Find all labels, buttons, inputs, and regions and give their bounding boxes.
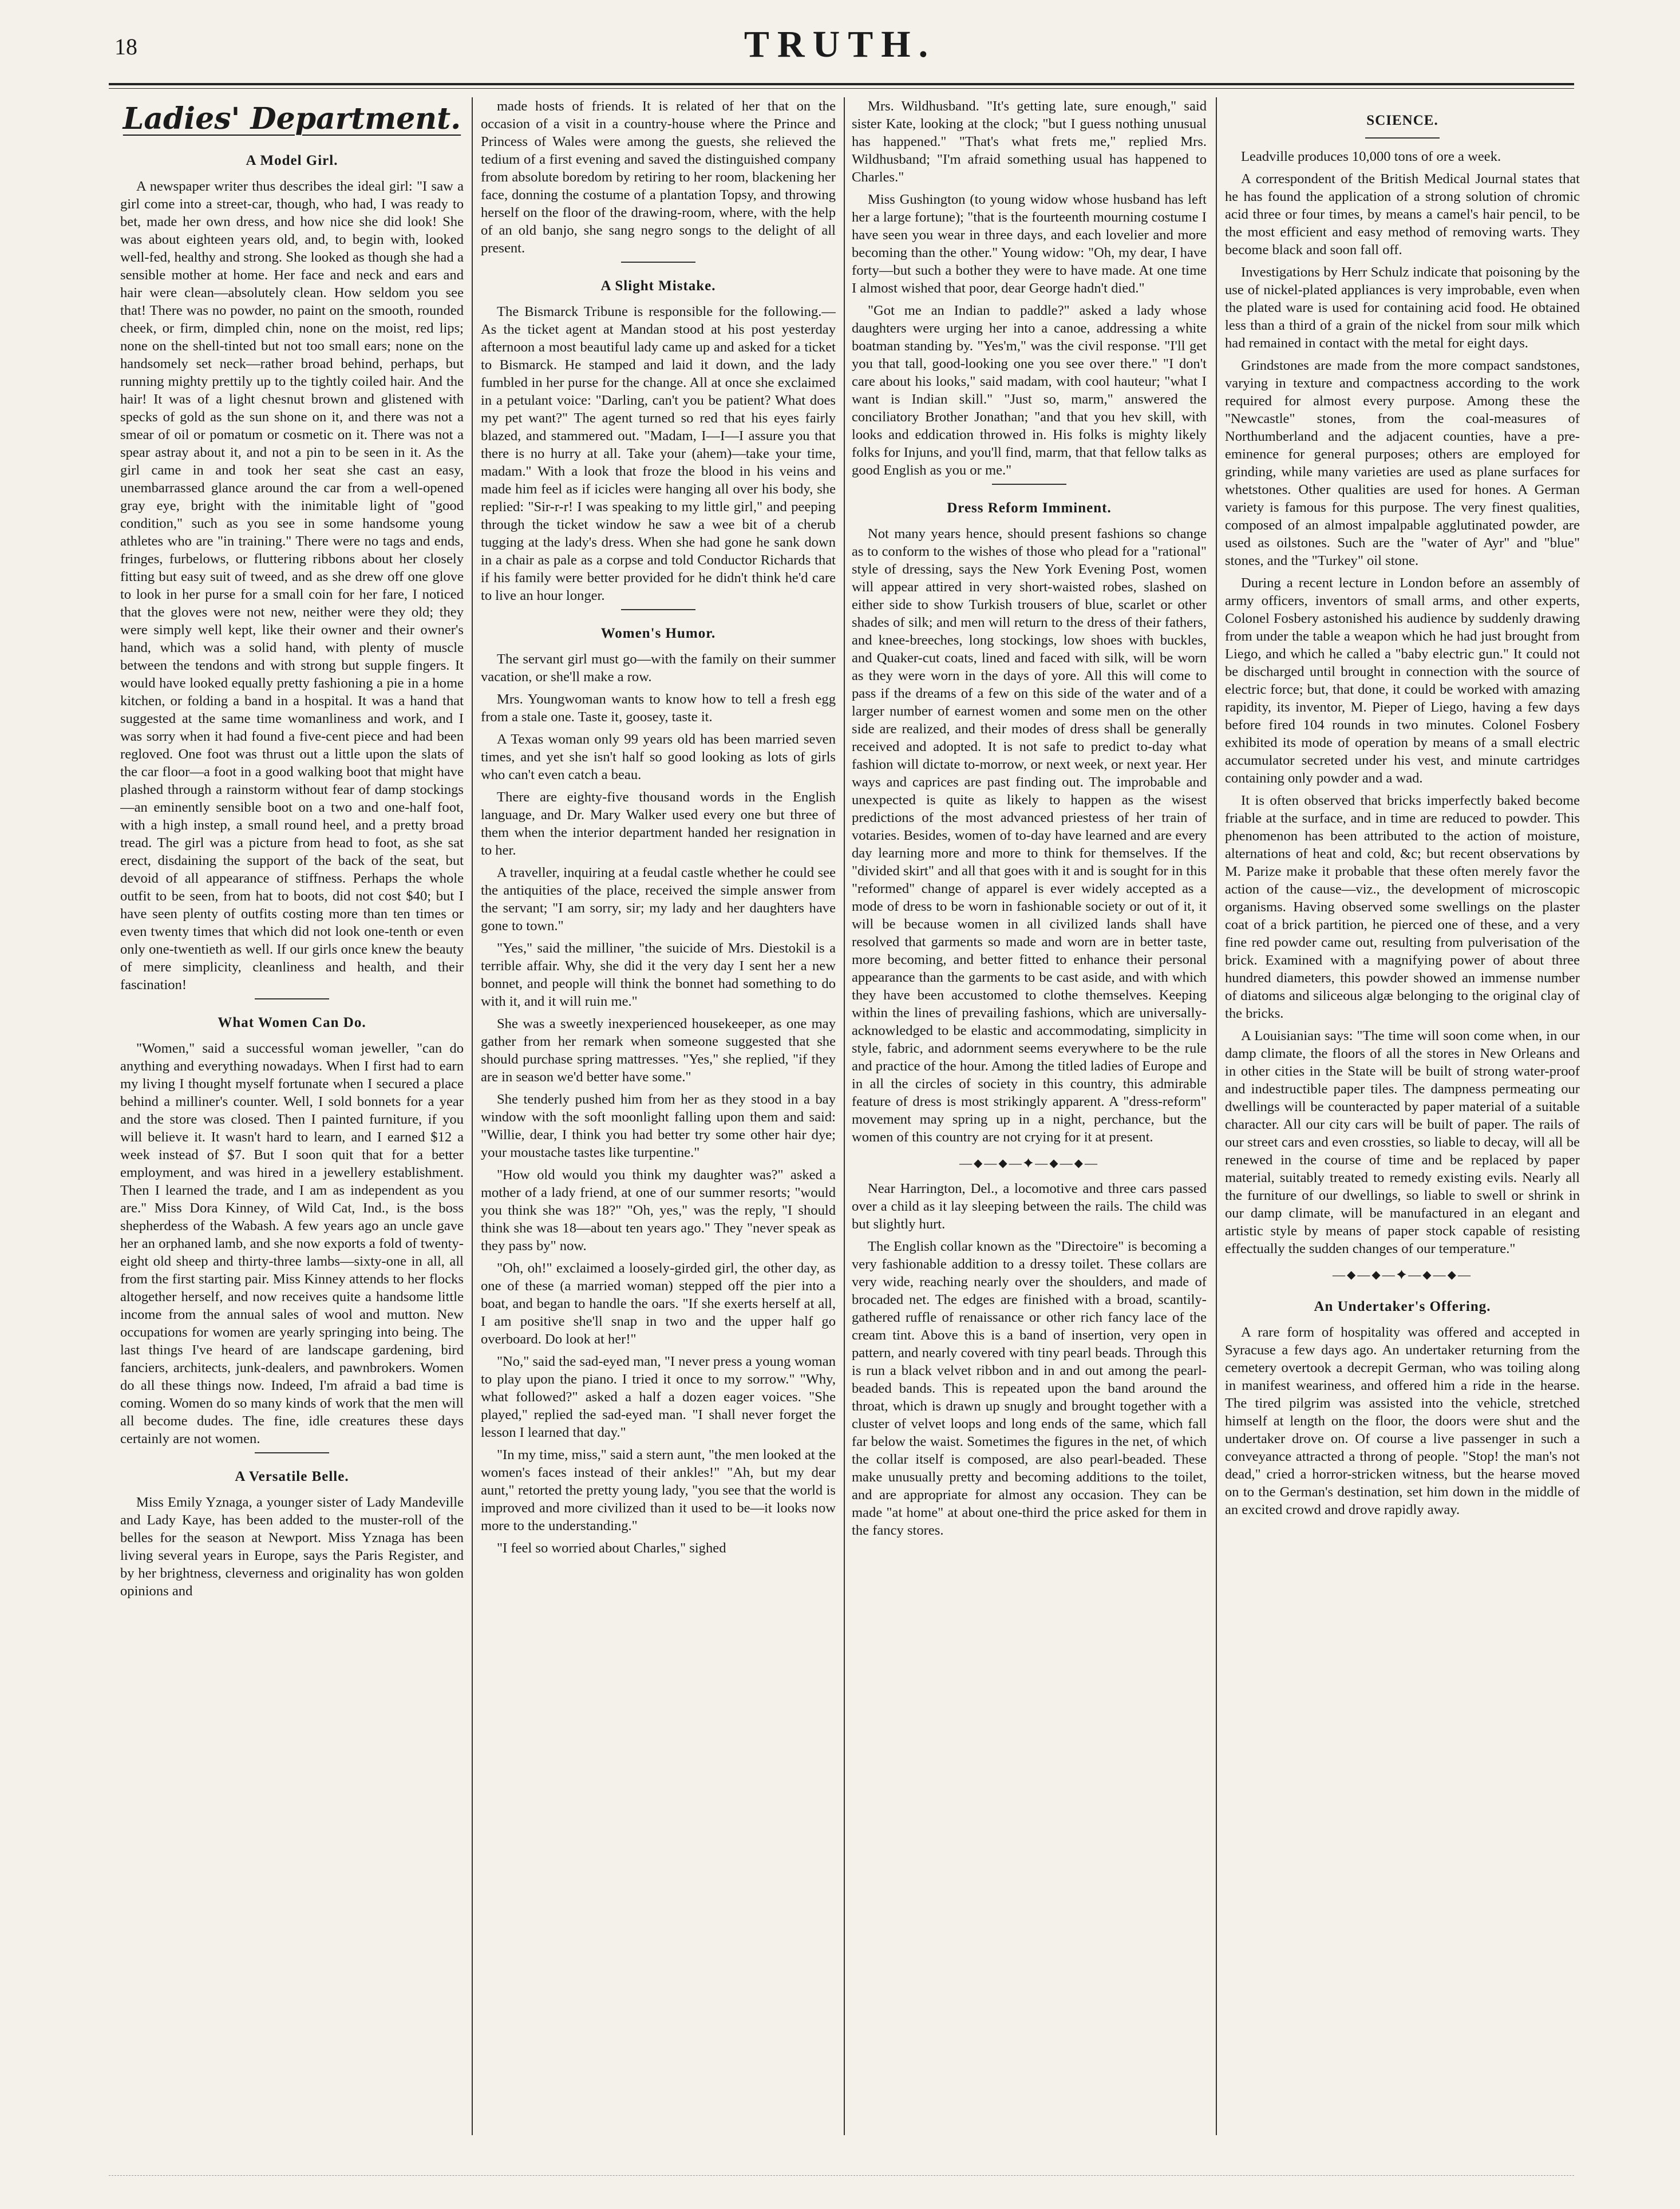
article-paragraph: Not many years hence, should present fashions so change as to conform to the wishes of those who plead for a "rational" style of dressing, says the New York Evening Post, women will appear attired in very short-waisted robes, slashed on either side to show Turkish trousers of blue, scarlet or other shades of silk; and men will return to the dress of their fathers, and knee-breeches, long stockings, low shoes with buckles, and Quaker-cut coats, lined and faced with silk, will be worn as they were worn in the days of yore. All this will come to pass if the dreams of a few on this side of the water and of a larger number of earnest women and some men on the other side are realized, and their modes of dress shall be generally received and adopted. It is not safe to predict to-day what fashion will dictate to-morrow, or next week, or next year. Her ways and caprices are past finding out. The improbable and unexpected is quite as likely to happen as the wisest predictions of the most advanced priestess of her train of votaries. Besides, women of to-day have learned and are every day learning more and more to think for themselves. If the "divided skirt" and all that goes with it and is sought for in this "reformed" change of apparel is ever widely accepted as a mode of dress to be worn in fashionable society or out of it, it will be because women in all civilized lands shall have resolved that garments so made and worn are in better taste, more becoming, and better fitted to enhance their personal appearance than the garments to be cast aside, and with which they have been accustomed to clothe themselves. Keeping within the lines of prevailing fashions, which are universally-acknowledged to be elastic and accommodating, simplicity in style, fabric, and adornment seems everywhere to be the rule and practice of the hour. Among the titled ladies of Europe and in all the circles of society in this country, this admirable feature of dress is most strikingly apparent. A "dress-reform" movement may spring up in a night, perchance, but the women of this country are not crying for it at present. [852, 526, 1207, 1145]
separator [621, 609, 695, 610]
ornamental-divider: —⬥—⬥—✦—⬥—⬥— [1332, 1267, 1473, 1282]
article-paragraph: The English collar known as the "Directoire" is becoming a very fashionable addition to a dressy toilet. These collars are very wide, reaching nearly over the shoulders, and made of brocaded net. The edges are finished with a broad, scantily-gathered ruffle of renaissance or other rich fancy lace of the cream tint. Above this is a band of insertion, very open in pattern, and nearly covered with tiny pearl beads. Through this is run a black velvet ribbon and in and out among the pearl-beaded bands. This is repeated upon the band around the throat, which is drawn up snugly and brought together with a cluster of velvet loops and long ends of the same, which fall far below the waist. Sometimes the figures in the net, of which the collar itself is composed, are also pearl-beaded. These make unusually pretty and becoming additions to the toilet, and are appropriate for almost any occasion. They can be made "at home" at about one-third the price asked for them in the fancy stores. [852, 1239, 1207, 1538]
article-paragraph: "In my time, miss," said a stern aunt, "the men looked at the women's faces instead of their ankles!" "Ah, but my dear aunt," retorted the pretty young lady, "you see that the world is improved and more civilized than it used to be—it looks now more to the understanding." [481, 1447, 836, 1534]
column-4 [1225, 97, 1580, 2135]
article-paragraph: Mrs. Wildhusband. "It's getting late, sure enough," said sister Kate, looking at the clock; "but I guess nothing unusual has happened." "That's what frets me," replied Mrs. Wildhusband; "I'm afraid something usual has happened to Charles." [852, 98, 1207, 185]
article-paragraph: A correspondent of the British Medical Journal states that he has found the application of a strong solution of chromic acid three or four times, by means a camel's hair pencil, to be the most efficient and easy method of removing warts. They become black and soon fall off. [1225, 171, 1580, 258]
article-paragraph: It is often observed that bricks imperfectly baked become friable at the surface, and in time are reduced to powder. This phenomenon has been attributed to the action of moisture, alternations of heat and cold, &c; but recent observations by M. Parize make it probable that these often merely favor the action of the cause—viz., the development of microscopic organisms. Having observed some swellings on the plaster coat of a brick partition, he pierced one of these, and a very fine red powder came out, resulting from pulverisation of the brick. Examined with a magnifying power of about three hundred diameters, this powder showed an immense number of diatoms and siliceous algæ belonging to the original clay of the bricks. [1225, 793, 1580, 1021]
article-paragraph: "Women," said a successful woman jeweller, "can do anything and everything nowadays. When I first had to earn my living I thought myself fortunate when I secured a place behind a milliner's counter. Well, I sold bonnets for a year and the store was closed. Then I painted furniture, if you will believe it. It wasn't hard to learn, and I earned $12 a week instead of $7. But I soon quit that for a better employment, and was hired in a jewellery establishment. Then I learned the trade, and I am as independent as you are." Miss Dora Kinney, of Wild Cat, Ind., is the boss shepherdess of the Wabash. A few years ago an uncle gave her an orphaned lamb, and she now exports a fold of twenty-eight old sheep and thirty-three lambs—sixty-one in all, all from the first starting pair. Miss Kinney attends to her flocks altogether herself, and now receives quite a handsome little income from the annual sales of wool and mutton. New occupations for women are yearly springing into being. The last things I've heard of are landscape gardening, bird fanciers, architects, junk-dealers, and pawnbrokers. Women do all these things now. Indeed, I'm afraid a bad time is coming. Women do so many kinds of work that the men will all become dudes. The fine, idle creatures these days certainly are not women. [120, 1041, 464, 1447]
ornamental-divider: —⬥—⬥—✦—⬥—⬥— [959, 1156, 1100, 1170]
article-paragraph: Miss Emily Yznaga, a younger sister of Lady Mandeville and Lady Kaye, has been added to the muster-roll of the belles for the season at Newport. Miss Yznaga has been living several years in Europe, says the Paris Register, and by her brightness, cleverness and originality has won golden opinions and [120, 1495, 464, 1599]
article-paragraph: Near Harrington, Del., a locomotive and three cars passed over a child as it lay sleeping between the rails. The child was but slightly hurt. [852, 1181, 1207, 1232]
column-2 [481, 97, 836, 2135]
article-paragraph: The Bismarck Tribune is responsible for the following.—As the ticket agent at Mandan stood at his post yesterday afternoon a most beautiful lady came up and asked for a ticket to Bismarck. He stamped and laid it down, and the lady fumbled in her purse for the change. All at once she exclaimed in a petulant voice: "Darling, can't you be patient? What does my pet want?" The agent turned so red that his eyes fairly blazed, and stammered out. "Madam, I—I—I assure you that there is no hurry at all. Take your (ahem)—take your time, madam." With a look that froze the blood in his veins and made him feel as if icicles were hanging all over his body, she replied: "Sir-r-r! I was speaking to my little girl," and peeping through the ticket window he saw a wee bit of a cherub tugging at the lady's dress. When she had gone he sank down in a chair as pale as a corpse and told Conductor Richards that if his family were better provided for he didn't think he'd care to live an hour longer. [481, 304, 836, 603]
article-paragraph: She tenderly pushed him from her as they stood in a bay window with the soft moonlight falling upon them and said: "Willie, dear, I think you had better try some other hair dye; your moustache tastes like turpentine." [481, 1092, 836, 1160]
column-1 [120, 97, 464, 2135]
department-title: Ladies' Department. [122, 101, 461, 136]
article-paragraph: There are eighty-five thousand words in the English language, and Dr. Mary Walker used every one but three of them when the interior department handed her resignation in to her. [481, 789, 836, 858]
separator [255, 998, 329, 999]
article-paragraph: A rare form of hospitality was offered and accepted in Syracuse a few days ago. An undertaker returning from the cemetery overtook a decrepit German, who was toiling along in manifest weariness, and offered him a ride in the hearse. The tired pilgrim was assisted into the vehicle, stretched himself at length on the floor, the doors were shut and the undertaker drove on. Of course a live passenger in such a conveyance attracted a throng of people. "Stop! the man's not dead," cried a horror-stricken witness, but the hearse moved on to the German's destination, set him down in the middle of an excited crowd and drove rapidly away. [1225, 1325, 1580, 1518]
article-title: A Slight Mistake. [600, 278, 716, 294]
article-title: A Model Girl. [246, 153, 338, 168]
header-rule [109, 83, 1574, 85]
article-title: What Women Can Do. [218, 1015, 366, 1030]
article-paragraph: "Yes," said the milliner, "the suicide of Mrs. Diestokil is a terrible affair. Why, she did it the very day I sent her a new bonnet, and people will think the bonnet had something to do with it, and it will ruin me." [481, 940, 836, 1009]
article-paragraph: The servant girl must go—with the family on their summer vacation, or she'll make a row. [481, 651, 836, 685]
article-paragraph: A newspaper writer thus describes the ideal girl: "I saw a girl come into a street-car, though, who had, I was ready to bet, made her own dress, and how nice she did look! She was about eighteen years old, and, to begin with, looked well-fed, healthy and strong. She looked as though she had a sensible mother at home. Her face and neck and ears and hair were clean—absolutely clean. How seldom you see that! There was no powder, no paint on the smooth, rounded cheek, or firm, dimpled chin, none on the moist, red lips; none on the shell-tinted but not too small ears; none on the handsomely set neck—rather broad behind, perhaps, but running mighty prettily up to the tightly coiled hair. And the hair! It was of a light chesnut brown and glistened with specks of gold as the sun shone on it, and there was not a smear of oil or pomatum or cosmetic on it. There was not a spear astray about it, and not a pin to be seen in it. As the girl came in and took her seat she cast an easy, unembarrassed glance around the car from a well-opened gray eye, bright with the inimitable light of "good condition," such as you see in some handsome young athletes who are "in training." There were no tags and ends, fringes, furbelows, or fluttering ribbons about her closely fitting but easy suit of tweed, and as she drew off one glove to look in her purse for a small coin for her fare, I noticed that the gloves were not new, neither were they old; they were simply well kept, like their owner and their owner's hand, which was a solid hand, with plenty of muscle between the tendons and with strong but supple fingers. It would have looked equally pretty fashioning a pie in a home kitchen, or folding a band in a hospital. It was a hand that suggested at the same time womanliness and work, and I was sorry when it had found a five-cent piece and had been regloved. One foot was thrust out a little upon the slats of the car floor—a foot in a good walking boot that might have plashed through a rainstorm without fear of damp stockings—an eminently sensible boot on a two and one-half foot, with a high instep, a small round heel, and a pretty broad tread. The girl was a picture from head to foot, as she sat erect, disdaining the support of the back of the seat, but devoid of all appearance of stiffness. Perhaps the whole outfit to be seen, from hat to boots, did not cost $40; but I have seen plenty of outfits costing more than ten times or even twenty times that which did not look one-tenth or even only one-twentieth as well. If our girls once knew the beauty of mere simplicity, cleanliness and health, and their fascination! [120, 179, 464, 993]
article-title: Dress Reform Imminent. [947, 500, 1112, 516]
article-paragraph: "How old would you think my daughter was?" asked a mother of a lady friend, at one of our summer resorts; "would you think she was 18?" "Oh, yes," was the reply, "I should think she was 18—about ten years ago." They "never speak as they pass by" now. [481, 1167, 836, 1254]
separator [621, 262, 695, 263]
article-paragraph: She was a sweetly inexperienced housekeeper, as one may gather from her remark when someone suggested that she should purchase spring mattresses. "Yes," she replied, "if they are in season we'd better have some." [481, 1016, 836, 1085]
article-paragraph: "I feel so worried about Charles," sighed [497, 1540, 726, 1556]
article-paragraph: During a recent lecture in London before an assembly of army officers, inventors of small arms, and other experts, Colonel Fosbery astonished his audience by suddenly drawing from under the table a weapon which he had just brought from Liego, and which he called a "baby electric gun." It could not be discharged until brought in connection with the source of electric force; but, that done, it could be worked with amazing rapidity, its inventor, M. Pieper of Liego, having a few days before fired 104 rounds in two minutes. Colonel Fosbery exhibited its mode of operation by means of a small electric accumulator secreted under his vest, and minute cartridges containing only powder and a wad. [1225, 575, 1580, 786]
article-paragraph: Investigations by Herr Schulz indicate that poisoning by the use of nickel-plated appliances is very improbable, even when the plated ware is used for containing acid food. He obtained less than a third of a grain of the nickel from sour milk which had remained in contact with the metal for eight days. [1225, 264, 1580, 351]
article-paragraph: Mrs. Youngwoman wants to know how to tell a fresh egg from a stale one. Taste it, goosey, taste it. [481, 691, 836, 725]
separator [1365, 137, 1440, 139]
article-title: A Versatile Belle. [235, 1469, 349, 1484]
page-number: 18 [114, 34, 137, 60]
masthead: TRUTH. [744, 23, 936, 65]
article-title: Women's Humor. [600, 626, 716, 641]
section-title: SCIENCE. [1366, 113, 1438, 128]
article-paragraph: A traveller, inquiring at a feudal castle whether he could see the antiquities of the place, received the simple answer from the servant; "I am sorry, sir; my lady and her daughters have gone to town." [481, 865, 836, 934]
article-paragraph: "Oh, oh!" exclaimed a loosely-girded girl, the other day, as one of these (a married woman) stepped off the pier into a boat, and began to handle the oars. "If she exerts herself at all, I am positive she'll snap in two and the upper half go overboard. Do look at her!" [481, 1260, 836, 1347]
article-paragraph: A Texas woman only 99 years old has been married seven times, and yet she isn't half so good looking as lots of girls who can't even catch a beau. [481, 732, 836, 783]
column-3 [852, 97, 1207, 2135]
header-rule-thin [109, 88, 1574, 89]
article-paragraph: "Got me an Indian to paddle?" asked a lady whose daughters were urging her into a canoe, addressing a white boatman standing by. "Yes'm," was the civil response. "I'll get you that tall, good-looking one you see over there." "I don't care about his looks," said madam, with cool hauteur; "what I want is Indian skill." "Just so, marm," answered the conciliatory Brother Jonathan; "and that you hev skill, with looks and eddication throwed in. His folks is mighty likely folks for Injuns, and you'll find, marm, that that fellow talks as good English as you or me." [852, 303, 1207, 478]
footer-rule [109, 2175, 1574, 2176]
article-paragraph: made hosts of friends. It is related of her that on the occasion of a visit in a country-house where the Prince and Princess of Wales were among the guests, she relieved the tedium of a first evening and saved the distinguished company from absolute boredom by retiring to her room, blackening her face, donning the costume of a plantation Topsy, and throwing herself on the floor of the drawing-room, where, with the help of an old banjo, she sang negro songs to the delight of all present. [481, 98, 836, 256]
article-title: An Undertaker's Offering. [1314, 1299, 1491, 1314]
article-paragraph: "No," said the sad-eyed man, "I never press a young woman to play upon the piano. I tried it once to my sorrow." "Why, what followed?" asked a half a dozen eager voices. "She played," replied the sad-eyed man. "I shall never forget the lesson I learned that day." [481, 1354, 836, 1440]
article-paragraph: Miss Gushington (to young widow whose husband has left her a large fortune); "that is the fourteenth mourning costume I have seen you wear in three days, and each lovelier and more becoming than the other." Young widow: "Oh, my dear, I have forty—but such a bother they were to have made. At one time I almost wished that poor, dear George hadn't died." [852, 192, 1207, 296]
column-rule [844, 97, 845, 2135]
column-rule [472, 97, 473, 2135]
article-paragraph: Grindstones are made from the more compact sandstones, varying in texture and compactness according to the work required for almost every purpose. Among these the "Newcastle" stones, from the coal-measures of Northumberland and the adjacent counties, have a pre-eminence for general purposes; others are employed for grinding, while many varieties are used as plane surfaces for whetstones. Other qualities are used for hones. A German variety is famous for this purpose. The very finest qualities, composed of an almost impalpable agglutinated powder, are used as oilstones. Such are the "water of Ayr" and "blue" stones, and the "Turkey" oil stone. [1225, 358, 1580, 568]
article-paragraph: Leadville produces 10,000 tons of ore a week. [1241, 149, 1501, 164]
separator [255, 1452, 329, 1453]
separator [992, 484, 1066, 485]
article-paragraph: A Louisianian says: "The time will soon come when, in our damp climate, the floors of all the stores in New Orleans and in other cities in the State will be built of strong water-proof and indestructible paper tiles. The dampness permeating our dwellings will be counteracted by paper material of a suitable character. All our city cars will be built of paper. The rails of our street cars and even crossties, so liable to decay, will all be renewed in the course of time and be replaced by paper material, suitably treated to remedy existing evils. Nearly all the furniture of our dwellings, so liable to swell or shrink in our damp climate, will be manufactured in an elegant and artistic style by means of paper stock capable of resisting effectually the sudden changes of our temperature." [1225, 1028, 1580, 1256]
column-rule [1216, 97, 1217, 2135]
